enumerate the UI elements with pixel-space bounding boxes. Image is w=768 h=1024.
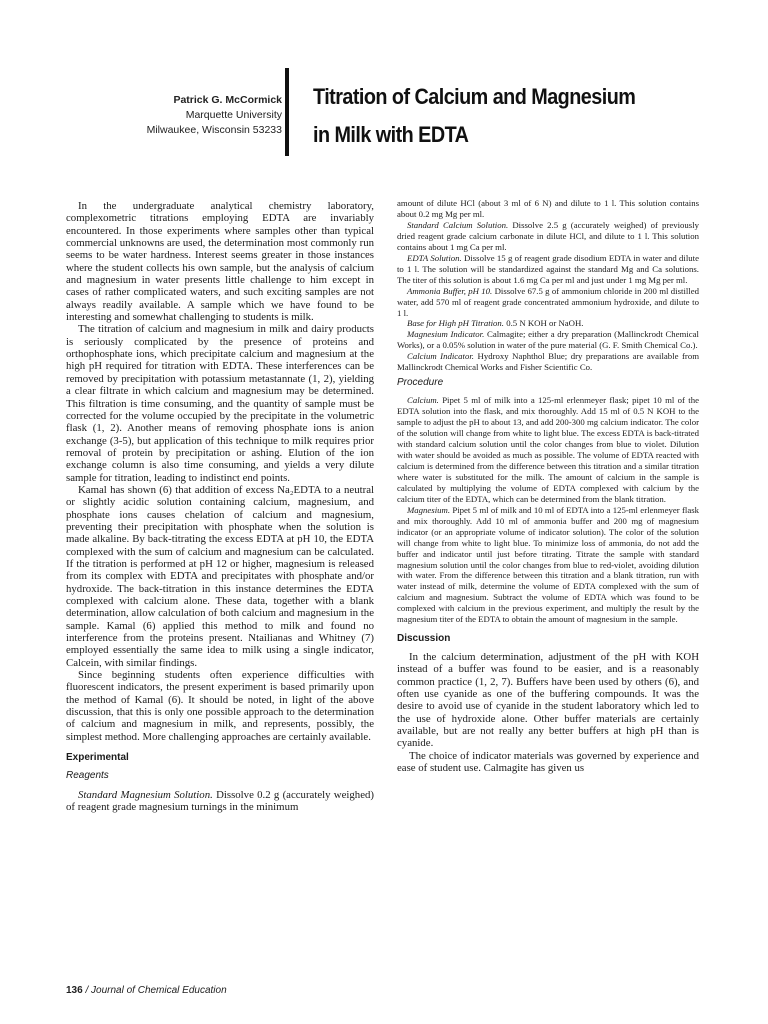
paragraph-text: Dissolve 0.2 g (accurately weighed) of reagent grade magnesium turnings in the minimum <box>66 788 374 814</box>
paragraph <box>397 286 699 319</box>
paragraph <box>397 505 699 625</box>
paragraph-lead: Magnesium Indicator. <box>407 329 485 340</box>
paragraph: In the undergraduate analytical chemistry laboratory, complexometric titrations employing EDTA are invariably encountered. In those experiments where samples other than typical commercial unknowns are used, the determination most commonly run seems to be water hardness. Interest seems greater in those instances where the student collects his own sample, but the analysis of calcium and magnesium in water presents little challenge to him except in cases of rather complicated waters, and such exciting samples are not always readily available. A sample which we have found to be interesting and somewhat challenging to students is milk. <box>66 200 374 324</box>
right-column <box>397 198 699 774</box>
paragraph-lead: Calcium Indicator. <box>407 351 474 362</box>
paragraph <box>397 351 699 373</box>
section-heading-procedure: Procedure <box>397 377 444 389</box>
paragraph-text: Dissolve 2.5 g (accurately weighed) of previously dried reagent grade calcium carbonate in dilute HCl, and dilute to 1 l. This solution contains about 1 mg Ca per ml. <box>397 219 699 252</box>
subsection-heading-reagents: Reagents <box>66 770 109 782</box>
paragraph-text: Dissolve 67.5 g of ammonium chloride in 200 ml distilled water, add 570 ml of reagent grade concentrated ammonium hydroxide, and dilute to 1 l. <box>397 285 699 318</box>
paragraph: Since beginning students often experience difficulties with fluorescent indicators, the present experiment is based primarily upon the method of Kamal (6). It should be noted, in light of the above discussion, that this is only one possible approach to the determination of calcium and magnesium in milk, and represents, possibly, the simplest method. More challenging approaches are certainly available. <box>66 669 374 743</box>
title-line-2: in Milk with EDTA <box>313 122 469 147</box>
paragraph-lead: Magnesium. <box>407 504 451 515</box>
paragraph-lead: Standard Calcium Solution. <box>407 219 509 230</box>
paragraph <box>397 253 699 286</box>
page-number: 136 <box>66 985 83 996</box>
paragraph <box>397 329 699 351</box>
author-block <box>60 93 282 138</box>
paragraph-lead: Ammonia Buffer, pH 10. <box>407 285 493 296</box>
paragraph <box>397 395 699 505</box>
paragraph-text: Hydroxy Naphthol Blue; dry preparations are available from Mallinckrodt Chemical Works and Fisher Scientific Co. <box>397 351 699 373</box>
article-title <box>313 78 700 154</box>
author-name: Patrick G. McCormick <box>173 94 282 106</box>
paragraph-text: Pipet 5 ml of milk into a 125-ml erlenmeyer flask; pipet 10 ml of the EDTA solution into the flask, and mix thoroughly. Add 15 ml of 0.5 N KOH to the sample to adjust the pH to about 13, and add 200-300 mg calcium indicator. The color of the solution will change from white to light blue. The excess EDTA is back-titrated with standard calcium solution until the color changes from blue to violet. Dilution with water should be avoided as much as possible. The volume of EDTA reacted with calcium is determined from the difference between this titration and a similar titration where water is substituted for the milk. The amount of calcium in the sample is calculated by multiplying the volume of EDTA complexed with calcium by the calcium titer of the EDTA, which can be determined from the blank titration. <box>397 395 699 504</box>
title-divider <box>285 68 289 156</box>
paragraph-lead: EDTA Solution. <box>407 252 462 263</box>
paragraph-lead: Standard Magnesium Solution. <box>78 788 213 801</box>
paragraph: In the calcium determination, adjustment of the pH with KOH instead of a buffer was found to be easier, and is a reasonably common practice (1, 2, 7). Buffers have been used by others (6), and often use cyanide as one of the buffering compounds. It was the desire to avoid use of cyanide in the student laboratory which led to the use of hydroxide alone. Other buffer materials are certainly available, but are not really any better buffers at high pH than is cyanide. <box>397 651 699 750</box>
journal-name: / Journal of Chemical Education <box>82 985 227 996</box>
author-affiliation: Marquette University <box>185 109 282 121</box>
paragraph-text: Pipet 5 ml of milk and 10 ml of EDTA into a 125-ml erlenmeyer flask and mix thoroughly. Add 10 ml of ammonia buffer and 200 mg of magnesium indicator (or an appropriate volume of indicator solution). The color of the solution will change from white to light blue. To minimize loss of ammonia, do not add the buffer and indicator until just before titrating. Titrate the sample with standard magnesium solution until the color changes from blue to red-violet, avoiding dilution with water. From the difference between this titration and a blank titration, run with water instead of milk, determine the volume of EDTA complexed with the sum of calcium and magnesium. Subtract the volume of EDTA which was found to be complexed with calcium in the previous experiment, and multiply the result by the magnesium titer of the EDTA to obtain the amount of magnesium in the sample. <box>397 504 699 625</box>
paragraph <box>66 789 374 814</box>
title-line-1: Titration of Calcium and Magnesium <box>313 84 636 109</box>
page-footer <box>66 985 227 996</box>
section-heading-experimental: Experimental <box>66 752 129 764</box>
paragraph-lead: Base for High pH Titration. <box>407 318 504 329</box>
paragraph-lead: Calcium. <box>407 395 439 406</box>
author-address: Milwaukee, Wisconsin 53233 <box>146 124 282 136</box>
discussion-body <box>397 651 699 774</box>
paragraph <box>397 318 699 329</box>
paragraph-text: Calmagite; either a dry preparation (Mallinckrodt Chemical Works), or a 0.05% solution in water of the pure material (G. F. Smith Chemical Co.). <box>397 329 699 351</box>
paragraph: The titration of calcium and magnesium in milk and dairy products is seriously complicated by the presence of proteins and orthophosphate ions, which precipitate calcium and magnesium at the high pH required for titration with EDTA. These interferences can be removed by precipitation with potassium metastannate (1, 2), yielding a clear filtrate in which calcium and magnesium may be determined. This filtration is time consuming, and the quantity of sample must be corrected for the volume occupied by the precipitate in the volumetric flask (1, 2). Another means of removing phosphate ions is anion exchange (3-5), but application of this technique to milk requires prior removal of protein by precipitation or ashing. Elution of the ion exchange column is also time consuming, and yields a very dilute sample for titration, leading to indistinct end points. <box>66 323 374 484</box>
paragraph: Kamal has shown (6) that addition of excess Na₂EDTA to a neutral or slightly acidic solution containing calcium, magnesium, and phosphate ions causes chelation of calcium and magnesium, preventing their precipitation with phosphate when the solution is made alkaline. By back-titrating the excess EDTA at pH 10, the EDTA complexed with the sum of calcium and magnesium can be calculated. If the titration is performed at pH 12 or higher, magnesium is released from its complex with EDTA and precipitates with phosphate and/or hydroxide. The back-titration in this instance determines the EDTA complexed with calcium alone. These data, together with a blank determination, allow calculation of both calcium and magnesium in the sample. Kamal (6) applied this method to milk and found no interference from the proteins present. Ntailianas and Whitney (7) employed essentially the same idea to milk using a single indicator, Calcein, with similar findings. <box>66 483 374 669</box>
paragraph-text: 0.5 N KOH or NaOH. <box>504 318 584 329</box>
paragraph: The choice of indicator materials was governed by experience and ease of student use. Calmagite has given us <box>397 749 699 774</box>
paragraph-text: Dissolve 15 g of reagent grade disodium EDTA in water and dilute to 1 l. The solution will be standardized against the standard Mg and Ca solutions. The titer of this solution is about 1.6 mg Ca per ml and just under 1 mg Mg per ml. <box>397 252 699 285</box>
paragraph <box>397 220 699 253</box>
left-column <box>66 200 374 814</box>
paragraph: amount of dilute HCl (about 3 ml of 6 N) and dilute to 1 l. This solution contains about 0.2 mg Mg per ml. <box>397 198 699 219</box>
section-heading-discussion: Discussion <box>397 633 451 645</box>
